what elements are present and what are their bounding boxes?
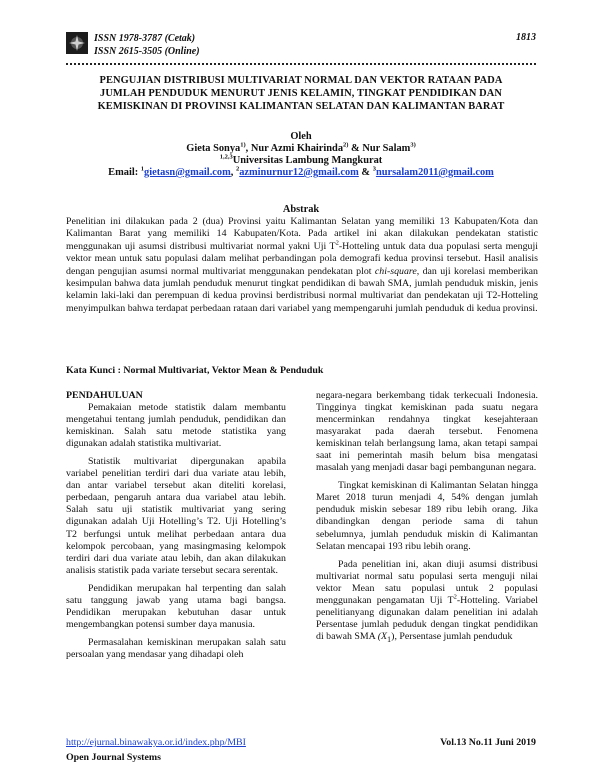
title-line: KEMISKINAN DI PROVINSI KALIMANTAN SELATAN DAN KALIMANTAN BARAT bbox=[97, 101, 505, 112]
issn-print: ISSN 1978-3787 (Cetak) bbox=[94, 33, 196, 44]
paragraph: Pendidikan merupakan hal terpenting dan salah satu tanggung jawab yang utama bagi bangsa. Pendidikan merupakan kebutuhan dasar untuk mengembangkan potensi sumber daya manusia. bbox=[66, 582, 286, 630]
journal-logo-icon bbox=[66, 32, 88, 54]
journal-url-link[interactable]: http://ejurnal.binawakya.or.id/index.php/MBI bbox=[66, 737, 246, 748]
abstract-text: Penelitian ini dilakukan pada 2 (dua) Provinsi yaitu Kalimantan Selatan yang memiliki 13 Kabupaten/Kota dan Kalimantan Barat yang memiliki 14 Kabupaten/Kota. Pada artikel ini akan dilakukan pendekatan statistic menggunakan uji asumsi distribusi multivariat normal yakni Uji $T^2$-Hotteling untuk data dua populasi serta menguji vektor mean untuk satu populasi dalam melihat perbandingan pola demografi kedua provinsi tersebut. Hasil analisis dengan pengujian asumsi normal multivariat menggunakan pendekatan plot chi-square, dan uji korelasi memberikan kesimpulan bahwa data jumlah penduduk menurut tingkat pendidikan di bawah SMA, jumlah penduduk miskin, jenis kelamin laki-laki dan perempuan di kedua provinsi berdistribusi normal multivariat dan pendekatan uji T2-Hotteling menyimpulkan bahwa terdapat perbedaan rataan dari variabel yang mempengaruhi jumlah penduduk di kedua provinsi. bbox=[66, 216, 538, 314]
header-divider bbox=[66, 63, 536, 65]
title-line: JUMLAH PENDUDUK MENURUT JENIS KELAMIN, TINGKAT PENDIDIKAN DAN bbox=[100, 88, 502, 99]
paragraph: Pemakaian metode statistik dalam membantu mengetahui tentang jumlah penduduk, pendidikan dan kemiskinan. Salah satu metode statistika yang digunakan adalah statistika multivariat. bbox=[66, 402, 286, 450]
author-list: Gieta Sonya$^{1)}$, Nur Azmi Khairinda$^{2)}$ & Nur Salam$^{3)}$ bbox=[186, 141, 416, 154]
paragraph: Tingkat kemiskinan di Kalimantan Selatan hingga Maret 2018 turun menjadi 4, 54% dengan jumlah penduduk miskin sebesar 189 ribu lebih orang. Jika dibandingkan dengan periode sama di tahun sebelumnya, jumlah penduduk miskin di Kalimantan Selatan mencapai 193 ribu lebih orang. bbox=[316, 480, 538, 552]
page-number: 1813 bbox=[516, 32, 536, 43]
email-link[interactable]: gietasn@gmail.com bbox=[144, 167, 231, 178]
ojs-label: Open Journal Systems bbox=[66, 752, 161, 763]
paper-title bbox=[66, 74, 536, 113]
section-heading: PENDAHULUAN bbox=[66, 390, 143, 401]
email-link[interactable]: nursalam2011@gmail.com bbox=[375, 167, 494, 178]
author-name: Nur Salam bbox=[362, 143, 411, 154]
right-column bbox=[316, 390, 538, 646]
email-link[interactable]: azminurnur12@gmail.com bbox=[239, 167, 359, 178]
paragraph: negara-negara berkembang tidak terkecuali Indonesia. Tingginya tingkat kemiskinan pada suatu negara mencerminkan rendahnya tingkat kesejahteraan masyarakat pada daerah tersebut. Fenomena kemiskinan telah berlangsung lama, akan tetapi sampai saat ini pemerintah masih belum bisa mengatasi masalah yang menjadi dasar bagi pembangunan negara. bbox=[316, 390, 538, 474]
paragraph: Pada penelitian ini, akan diuji asumsi distribusi multivariat normal satu populasi serta menguji nilai vektor Mean satu populasi untuk 2 populasi menggunakan pengamatan Uji $T^2$-Hotteling. Variabel penelitianyang digunakan dalam penelitian ini adalah Persentase jumlah peduduk dengan tingkat pendidikan di bawah SMA $(X_1)$, Persentase jumlah penduduk bbox=[316, 558, 538, 644]
email-line: Email: $^1$gietasn@gmail.com, $^2$azminurnur12@gmail.com & $^3$nursalam2011@gmail.com bbox=[108, 165, 494, 178]
paragraph: Statistik multivariat dipergunakan apabila variabel penelitian terdiri dari dua variate atau lebih, dan antar variabel tersebut akan diteliti korelasi, perbedaan, pengaruh antara dua variabel atau lebih. Salah satu uji statistik multivariat yang sering digunakan adalah Uji Hotelling’s T2. Uji Hotelling’s T2 berfungsi untuk melihat perbedaan antara dua kelompok percobaan, yang masingmasing kelompok terdiri dari dua variate atau lebih, dan akan dilakukan analisis statistik pada variate tersebut secara serentak. bbox=[66, 456, 286, 576]
by-label: Oleh bbox=[290, 131, 312, 142]
volume-label: Vol.13 No.11 Juni 2019 bbox=[440, 737, 536, 748]
title-line: PENGUJIAN DISTRIBUSI MULTIVARIAT NORMAL DAN VEKTOR RATAAN PADA bbox=[99, 75, 503, 86]
keywords: Kata Kunci : Normal Multivariat, Vektor Mean & Penduduk bbox=[66, 365, 324, 376]
left-column bbox=[66, 390, 286, 661]
author-name: Gieta Sonya bbox=[186, 143, 241, 154]
author-name: Nur Azmi Khairinda bbox=[250, 143, 344, 154]
affiliation: $^{1,2,3}$Universitas Lambung Mangkurat bbox=[219, 153, 383, 166]
paragraph: Permasalahan kemiskinan merupakan salah satu persoalan yang mendasar yang dihadapi oleh bbox=[66, 636, 286, 660]
issn-online: ISSN 2615-3505 (Online) bbox=[94, 46, 200, 57]
abstract-heading: Abstrak bbox=[282, 204, 320, 215]
